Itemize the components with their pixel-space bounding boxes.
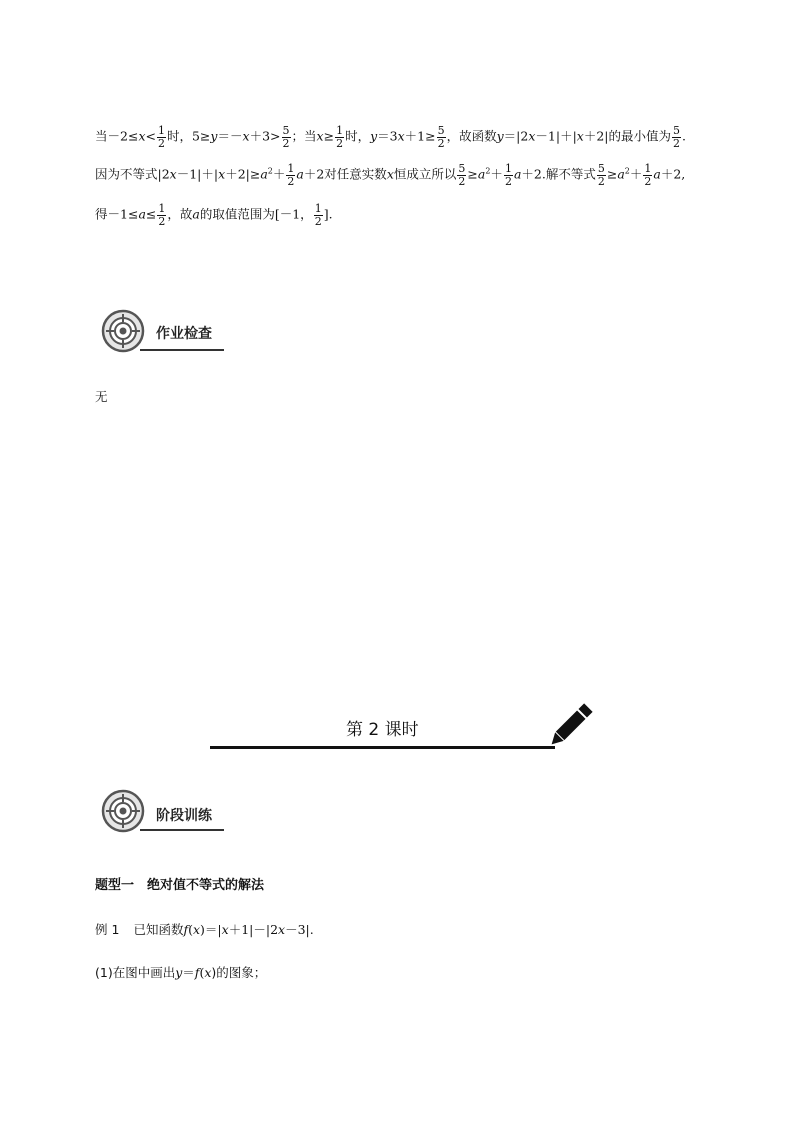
solution-line-2: 因为不等式$|2x-1|+|x+2|\ge a^2+$ $\frac{1}{2}$ a＋2对任意实数x恒成立所以 $\frac{5}{2}$ $\ge a^2+$ $\frac{1}{2}$ a＋2.解不等式 $\frac{5}{2}$ $\ge a^2+$ $\frac{1}{2}$ a＋2, (95, 162, 686, 188)
solution-line-1: 当－2≤x< $\frac{1}{2}$ 时，5≥y＝－x＋3> $\frac{5}{2}$ ；当x≥ $\frac{1}{2}$ 时，y＝3x＋1≥ $\frac{5}{2}$ ，故函数y＝|2x－1|＋|x＋2|的最小值为 $\frac{5}{2}$ . (95, 124, 687, 150)
question-1: (1)在图中画出y＝f(x)的图象； (95, 965, 267, 980)
fraction: $\frac{1}{2}$ (158, 202, 166, 228)
fraction: $\frac{5}{2}$ (597, 162, 605, 188)
fraction: $\frac{1}{2}$ (287, 162, 295, 188)
solution-line-3: 得－1≤a≤ $\frac{1}{2}$ ，故a的取值范围为[－1， $\frac{1}{2}$ ]. (95, 202, 333, 228)
fraction: $\frac{1}{2}$ (336, 124, 344, 150)
fraction: $\frac{1}{2}$ (504, 162, 512, 188)
fraction: $\frac{1}{2}$ (644, 162, 652, 188)
target-badge-icon (101, 309, 145, 353)
fraction: $\frac{5}{2}$ (458, 162, 466, 188)
homework-content: 无 (95, 389, 108, 404)
fraction: $\frac{1}{2}$ (314, 202, 322, 228)
fraction: $\frac{5}{2}$ (673, 124, 681, 150)
divider (140, 829, 224, 831)
pencil-icon (546, 700, 594, 752)
divider (140, 349, 224, 351)
lesson-title: 第 2 课时 (346, 720, 419, 740)
target-badge-icon (101, 789, 145, 833)
fraction: $\frac{1}{2}$ (157, 124, 165, 150)
divider (210, 746, 555, 749)
stage-badge-label: 阶段训练 (156, 808, 212, 824)
fraction: $\frac{5}{2}$ (437, 124, 445, 150)
topic-heading: 题型一 绝对值不等式的解法 (95, 878, 265, 893)
homework-badge-label: 作业检查 (156, 326, 212, 342)
example-label: 例 1 (95, 922, 120, 937)
example-1: 例 1 已知函数f(x)＝|x＋1|－|2x－3|. (95, 922, 314, 937)
fraction: $\frac{5}{2}$ (282, 124, 290, 150)
